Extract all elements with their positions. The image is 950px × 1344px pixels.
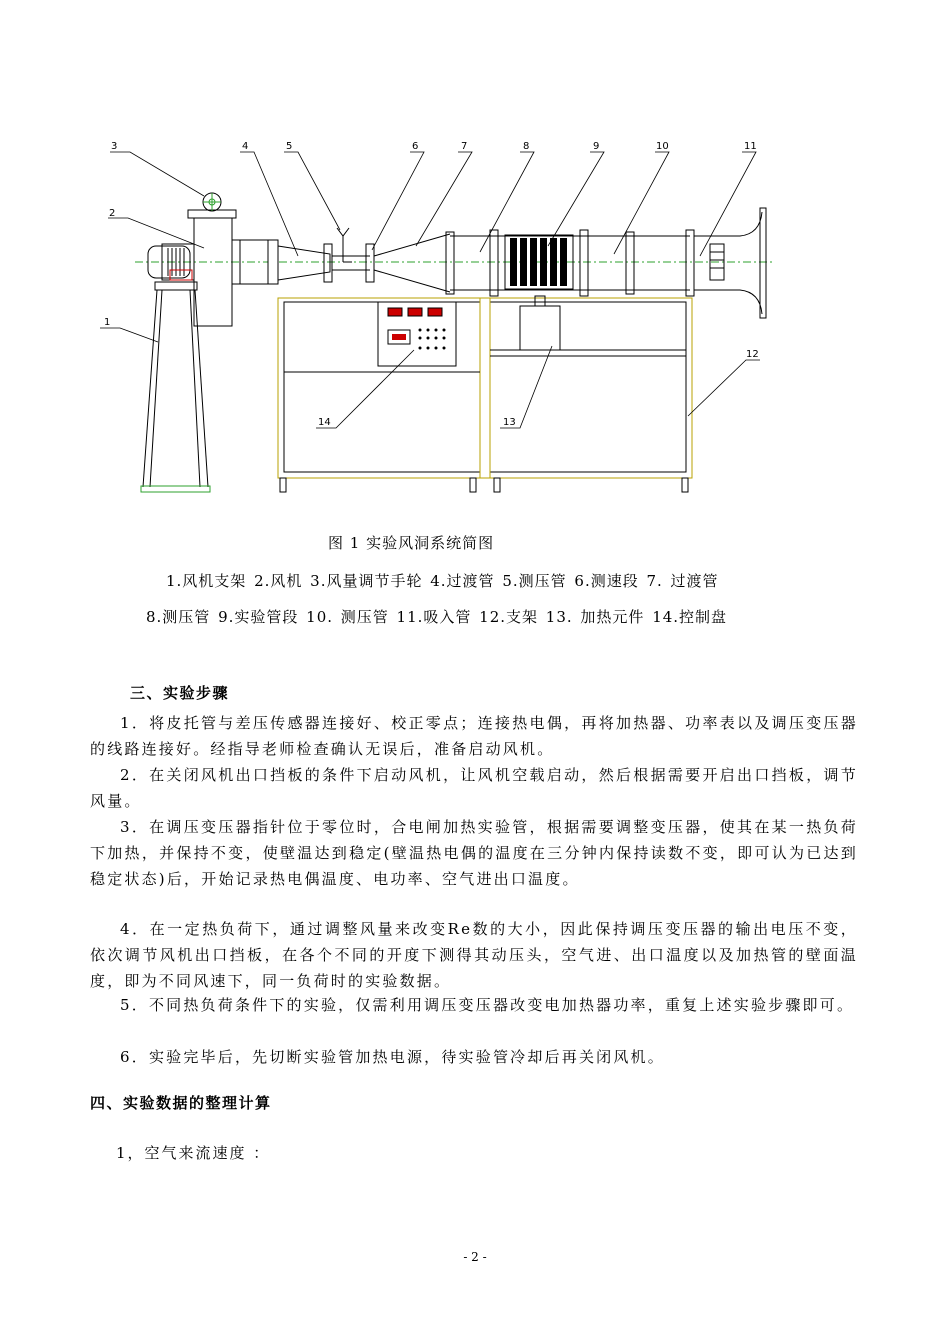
callout-labels xyxy=(104,141,759,428)
callout-14: 14 xyxy=(318,417,331,428)
section-3-heading: 三、实验步骤 xyxy=(130,684,230,702)
step-6: 6．实验完毕后，先切断实验管加热电源，待实验管冷却后再关闭风机。 xyxy=(120,1048,665,1066)
figure-caption: 图 1 实验风洞系统简图 xyxy=(328,534,495,552)
figure-legend-line-2: 8.测压管 9.实验管段 10. 测压管 11.吸入管 12.支架 13. 加热元件 14.控制盘 xyxy=(146,608,728,626)
callout-9: 9 xyxy=(593,141,600,152)
callout-3: 3 xyxy=(111,141,118,152)
step-5: 5．不同热负荷条件下的实验，仅需利用调压变压器改变电加热器功率，重复上述实验步骤即可。 xyxy=(120,996,855,1014)
callout-8: 8 xyxy=(523,141,530,152)
callout-4: 4 xyxy=(242,141,249,152)
wind-tunnel-diagram xyxy=(0,0,950,520)
fan-support xyxy=(141,282,210,492)
callout-11: 11 xyxy=(744,141,757,152)
callout-6: 6 xyxy=(412,141,419,152)
callout-1: 1 xyxy=(104,317,111,328)
step-3: 3．在调压变压器指针位于零位时，合电闸加热实验管，根据需要调整变压器，使其在某一热负荷下加热，并保持不变，使壁温达到稳定(壁温热电偶的温度在三分钟内保持读数不变，即可认为已达到稳定状态)后，开始记录热电偶温度、电功率、空气进出口温度。 xyxy=(90,818,858,888)
page-number: - 2 - xyxy=(463,1250,487,1264)
callout-10: 10 xyxy=(656,141,669,152)
figure-legend-line-1: 1.风机支架 2.风机 3.风量调节手轮 4.过渡管 5.测压管 6.测速段 7. 过渡管 xyxy=(166,572,719,590)
callout-5: 5 xyxy=(286,141,293,152)
step-4: 4．在一定热负荷下，通过调整风量来改变Re数的大小，因此保持调压变压器的输出电压不变，依次调节风机出口挡板，在各个不同的开度下测得其动压头，空气进、出口温度以及加热管的壁面温度，即为不同风速下，同一负荷时的实验数据。 xyxy=(90,920,858,990)
callout-7: 7 xyxy=(461,141,468,152)
fan-body xyxy=(188,193,278,326)
step-2: 2．在关闭风机出口挡板的条件下启动风机，让风机空载启动，然后根据需要开启出口挡板，调节风量。 xyxy=(90,766,858,810)
support-frame xyxy=(278,296,692,492)
callout-13: 13 xyxy=(503,417,516,428)
section-4-heading: 四、实验数据的整理计算 xyxy=(90,1094,272,1112)
section-4-item-1: 1，空气来流速度 ： xyxy=(116,1144,271,1162)
expansion-transition xyxy=(374,234,450,292)
control-panel xyxy=(378,302,456,366)
callout-12: 12 xyxy=(746,349,759,360)
inlet-transition xyxy=(278,228,374,282)
callout-2: 2 xyxy=(109,208,116,219)
step-1: 1．将皮托管与差压传感器连接好、校正零点；连接热电偶，再将加热器、功率表以及调压变压器的线路连接好。经指导老师检查确认无误后，准备启动风机。 xyxy=(90,714,858,758)
